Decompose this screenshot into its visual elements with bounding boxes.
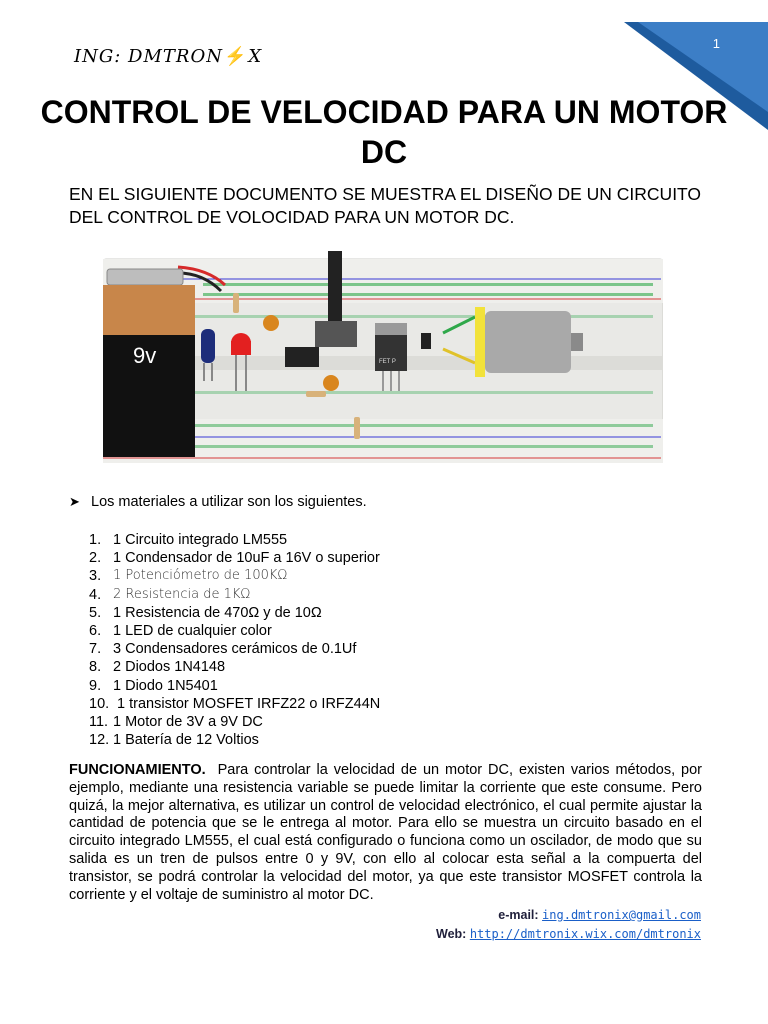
list-item: 5. 1 Resistencia de 470Ω y de 10Ω xyxy=(89,604,322,621)
intro-text: EN EL SIGUIENTE DOCUMENTO SE MUESTRA EL DISEÑO DE UN CIRCUITO DEL CONTROL DE VOLOCIDAD PARA UN MOTOR DC. xyxy=(69,184,702,227)
battery-label: 9v xyxy=(133,343,157,368)
email-label: e-mail: xyxy=(498,908,539,922)
arrow-bullet-icon: ➤ xyxy=(69,494,80,509)
web-line xyxy=(436,927,701,941)
list-item: 2. 1 Condensador de 10uF a 16V o superior xyxy=(89,550,380,567)
document-title: CONTROL DE VELOCIDAD PARA UN MOTOR DC xyxy=(40,94,728,170)
list-item: 12. 1 Batería de 12 Voltios xyxy=(89,732,259,749)
funcionamiento-paragraph xyxy=(69,762,702,904)
funcionamiento-text: Para controlar la velocidad de un motor DC, existen varios métodos, por ejemplo, mediante una resistencia variable se puede limitar la corriente que este consume. Pero quizá, la mejor alternativa, es utilizar un control de velocidad electrónico, el cual permite ajustar la cantidad de potencia que se le entrega al motor. Para ello se muestra un circuito basado en el circuito integrado LM555, el cual está configurado o funciona como un oscilador, de modo que su salida es un tren de pulsos entre 0 y 9V, con ello al colocar esta señal a la compuerta del transistor, se podrá controlar la velocidad del motor, ya que este transistor MOSFET controla la corriente y el voltaje de suministro al motor DC. xyxy=(69,762,703,903)
list-item: 10. 1 transistor MOSFET IRFZ22 o IRFZ44N xyxy=(89,695,381,712)
list-item: 3. 1 Potenciómetro de 100KΩ xyxy=(89,568,288,585)
list-item: 1. 1 Circuito integrado LM555 xyxy=(89,532,288,548)
email-line xyxy=(498,908,701,922)
logo xyxy=(74,46,262,67)
list-item: 9. 1 Diodo 1N5401 xyxy=(89,677,218,694)
web-label: Web: xyxy=(436,927,467,941)
list-item: 4. 2 Resistencia de 1KΩ xyxy=(89,586,251,603)
email-link[interactable]: ing.dmtronix@gmail.com xyxy=(542,908,701,922)
funcionamiento-heading: FUNCIONAMIENTO. xyxy=(69,762,206,778)
list-item: 6. 1 LED de cualquier color xyxy=(89,623,272,640)
logo-text: ING: DMTRON xyxy=(74,46,223,67)
web-link[interactable]: http://dmtronix.wix.com/dmtronix xyxy=(469,927,701,941)
lightning-bolt-icon: ⚡ xyxy=(223,46,248,67)
list-item: 7. 3 Condensadores cerámicos de 0.1Uf xyxy=(89,641,357,658)
breadboard-illustration xyxy=(103,241,663,463)
logo-text-end: X xyxy=(248,46,263,67)
transistor-label: FET P xyxy=(379,359,396,365)
materials-intro xyxy=(69,494,367,510)
list-item: 11. 1 Motor de 3V a 9V DC xyxy=(89,714,263,731)
list-item: 8. 2 Diodos 1N4148 xyxy=(89,659,226,676)
materials-list xyxy=(89,531,380,749)
page-number: 1 xyxy=(712,36,720,51)
materials-intro-text: Los materiales a utilizar son los siguientes. xyxy=(91,494,367,510)
